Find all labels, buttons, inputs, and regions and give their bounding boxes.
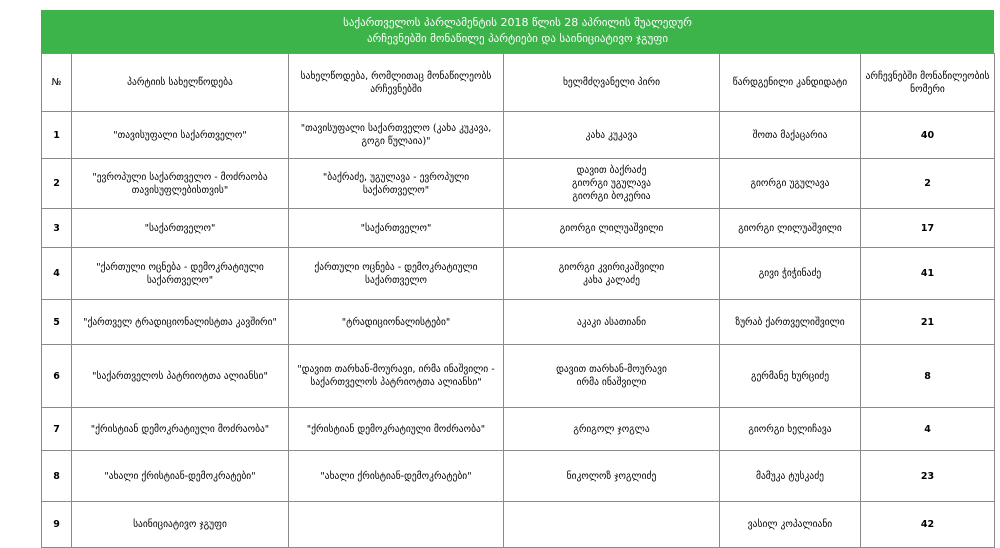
cell-party-name-text: "ქრისტიან დემოკრატიული მოძრაობა" <box>90 423 270 435</box>
cell-row-number-text: 1 <box>53 129 60 141</box>
cell-ballot-name-text: "ახალი ქრისტიან-დემოკრატები" <box>320 470 472 482</box>
cell-leader-text: ნიკოლოზ ჯოგლიძე <box>566 470 657 482</box>
cell-ballot-number-text: 23 <box>920 470 935 482</box>
cell-leader <box>504 408 720 451</box>
cell-row-number <box>42 408 72 451</box>
cell-leader-text: კახა კუკავა <box>585 129 638 141</box>
cell-leader <box>504 300 720 345</box>
cell-leader <box>504 451 720 502</box>
title-line-1: საქართველოს პარლამენტის 2018 წლის 28 აპრილის შუალედურ <box>343 16 692 29</box>
cell-ballot-number <box>861 502 995 548</box>
cell-ballot-number <box>861 300 995 345</box>
cell-ballot-number <box>861 209 995 248</box>
cell-ballot-name <box>289 209 504 248</box>
table-row <box>42 248 995 300</box>
cell-leader-text: აკაკი ასათიანი <box>576 316 647 328</box>
column-header-leader: ხელმძღვანელი პირი <box>504 54 720 112</box>
cell-row-number-text: 4 <box>53 268 60 279</box>
cell-candidate <box>720 248 861 300</box>
cell-leader-text: გრიგოლ ჯოგლა <box>573 423 650 435</box>
table-row <box>42 451 995 502</box>
cell-leader <box>504 345 720 408</box>
table-row <box>42 300 995 345</box>
cell-leader <box>504 159 720 209</box>
cell-candidate-text: ვასილ კოპალიანი <box>747 519 833 530</box>
cell-leader-text: დავით ბაქრაძე გიორგი უგულავა გიორგი ბოკერია <box>571 165 651 202</box>
cell-party-name <box>72 300 289 345</box>
cell-candidate <box>720 209 861 248</box>
cell-ballot-name <box>289 248 504 300</box>
cell-ballot-number <box>861 248 995 300</box>
cell-ballot-name <box>289 112 504 159</box>
cell-ballot-number-text: 40 <box>920 129 935 141</box>
cell-ballot-number-text: 4 <box>924 423 931 435</box>
cell-row-number <box>42 112 72 159</box>
cell-row-number-text: 3 <box>53 222 60 234</box>
cell-ballot-name <box>289 451 504 502</box>
column-header-ballot-name: სახელწოდება, რომლითაც მონაწილეობს არჩევნებში <box>289 54 504 112</box>
cell-ballot-number-text: 2 <box>924 178 931 189</box>
cell-candidate-text: გიორგი ლილუაშვილი <box>738 222 842 234</box>
cell-party-name <box>72 159 289 209</box>
cell-row-number <box>42 159 72 209</box>
table-body <box>42 112 995 548</box>
cell-ballot-name-text: "ქრისტიან დემოკრატიული მოძრაობა" <box>306 423 486 435</box>
table-row <box>42 345 995 408</box>
cell-leader <box>504 209 720 248</box>
column-header-ballot-number: არჩევნებში მონაწილეობის ნომერი <box>861 54 995 112</box>
cell-candidate-text: მამუკა ტუსკაძე <box>755 470 824 482</box>
cell-party-name-text: "საქართველოს პატრიოტთა ალიანსი" <box>92 370 268 382</box>
cell-row-number <box>42 502 72 548</box>
cell-row-number <box>42 345 72 408</box>
table-title-banner <box>41 10 994 53</box>
cell-row-number <box>42 451 72 502</box>
cell-ballot-number <box>861 345 995 408</box>
cell-ballot-name <box>289 300 504 345</box>
cell-party-name <box>72 112 289 159</box>
cell-row-number-text: 5 <box>53 316 60 328</box>
cell-ballot-number <box>861 451 995 502</box>
cell-ballot-name <box>289 408 504 451</box>
cell-row-number-text: 8 <box>53 470 60 482</box>
table-row <box>42 209 995 248</box>
cell-leader-text: გიორგი კვირიკაშვილი კახა კალაძე <box>558 261 665 286</box>
cell-candidate-text: გიორგი ხელიჩავა <box>748 423 832 435</box>
cell-ballot-name-text: "საქართველო" <box>360 222 432 234</box>
cell-party-name <box>72 248 289 300</box>
cell-leader-text: გიორგი ლილუაშვილი <box>559 222 664 234</box>
cell-ballot-name-text: ქართული ოცნება - დემოკრატიული საქართველო <box>314 261 478 286</box>
cell-row-number <box>42 209 72 248</box>
cell-party-name-text: "ახალი ქრისტიან-დემოკრატები" <box>104 470 256 482</box>
cell-candidate <box>720 345 861 408</box>
cell-candidate <box>720 112 861 159</box>
cell-candidate <box>720 408 861 451</box>
cell-row-number-text: 2 <box>53 178 60 189</box>
cell-ballot-number-text: 42 <box>920 519 935 530</box>
cell-row-number-text: 7 <box>53 423 60 435</box>
cell-candidate-text: გივი ჭიჭინაძე <box>758 268 822 279</box>
cell-candidate <box>720 300 861 345</box>
cell-ballot-name <box>289 502 504 548</box>
cell-ballot-name-text: "თავისუფალი საქართველო (კახა კუკავა, გოგი წულაია)" <box>300 123 492 147</box>
cell-candidate <box>720 502 861 548</box>
column-header-candidate: წარდგენილი კანდიდატი <box>720 54 861 112</box>
cell-ballot-number-text: 8 <box>924 370 931 382</box>
cell-party-name-text: "ქართული ოცნება - დემოკრატიული საქართველო" <box>96 261 264 286</box>
cell-ballot-name <box>289 159 504 209</box>
cell-party-name <box>72 209 289 248</box>
cell-party-name <box>72 408 289 451</box>
cell-candidate-text: გერმანე ხურციძე <box>750 370 830 382</box>
column-header-party: პარტიის სახელწოდება <box>72 54 289 112</box>
cell-leader <box>504 248 720 300</box>
cell-ballot-number-text: 17 <box>920 222 935 234</box>
cell-party-name <box>72 502 289 548</box>
cell-party-name-text: "ევროპული საქართველო - მოძრაობა თავისუფლებისთვის" <box>92 171 268 196</box>
cell-party-name-text: "თავისუფალი საქართველო" <box>113 129 247 141</box>
column-header-number: № <box>42 54 72 112</box>
cell-party-name-text: საინიციატივო ჯგუფი <box>133 519 227 530</box>
cell-ballot-name-text: "ბაქრაძე, უგულავა - ევროპული საქართველო" <box>322 171 470 196</box>
cell-candidate <box>720 451 861 502</box>
cell-party-name-text: "საქართველო" <box>144 222 216 234</box>
cell-ballot-name <box>289 345 504 408</box>
table-row <box>42 408 995 451</box>
cell-row-number <box>42 248 72 300</box>
cell-leader <box>504 112 720 159</box>
table-row <box>42 112 995 159</box>
cell-row-number-text: 9 <box>53 519 60 530</box>
cell-leader <box>504 502 720 548</box>
cell-ballot-number <box>861 408 995 451</box>
cell-leader-text: დავით თარხან-მოურავი ირმა ინაშვილი <box>556 364 667 388</box>
cell-row-number-text: 6 <box>53 370 60 382</box>
cell-candidate-text: გიორგი უგულავა <box>750 178 830 189</box>
cell-party-name <box>72 451 289 502</box>
table-row <box>42 502 995 548</box>
parties-table <box>41 53 995 548</box>
cell-ballot-name-text: "ტრადიციონალისტები" <box>341 316 451 328</box>
cell-ballot-number <box>861 159 995 209</box>
title-line-2: არჩევნებში მონაწილე პარტიები და საინიციატივო ჯგუფი <box>366 32 669 45</box>
cell-ballot-number <box>861 112 995 159</box>
cell-party-name-text: "ქართველ ტრადიციონალისტთა კავშირი" <box>83 316 277 328</box>
cell-candidate <box>720 159 861 209</box>
cell-row-number <box>42 300 72 345</box>
cell-party-name <box>72 345 289 408</box>
cell-candidate-text: ზურაბ ქართველიშვილი <box>735 316 845 328</box>
cell-ballot-number-text: 21 <box>920 316 935 328</box>
cell-ballot-number-text: 41 <box>920 268 935 279</box>
table-row <box>42 159 995 209</box>
table-header-row <box>42 54 995 112</box>
cell-ballot-name-text: "დავით თარხან-მოურავი, ირმა ინაშვილი - საქართველოს პატრიოტთა ალიანსი" <box>297 364 495 388</box>
cell-candidate-text: შოთა მაქაცარია <box>752 129 828 141</box>
